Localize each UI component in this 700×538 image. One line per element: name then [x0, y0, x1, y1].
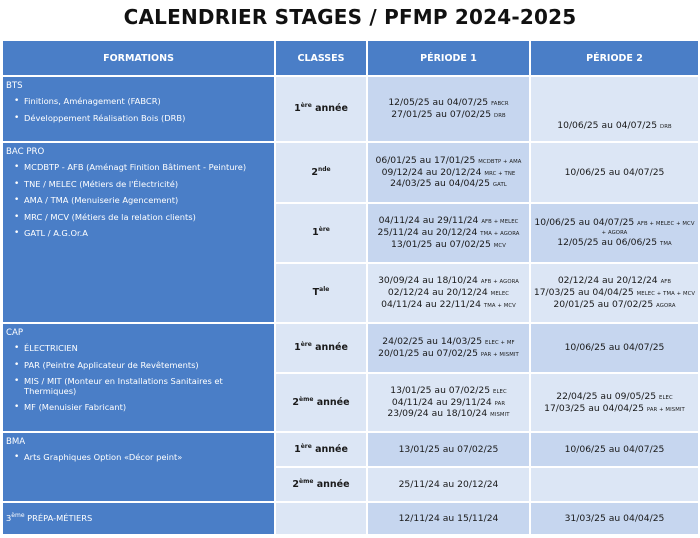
period-cell — [368, 503, 529, 534]
formation-item: • MRC / MCV (Métiers de la relation clients) — [14, 213, 274, 223]
period-dates: 02/12/24 au 20/12/24 — [387, 287, 488, 299]
period-tag: ELEC — [493, 388, 507, 395]
period-dates: 22/04/25 au 09/05/25 — [556, 390, 657, 402]
period-line — [399, 513, 499, 525]
period-dates: 23/09/24 au 18/10/24 — [387, 408, 488, 420]
period-tag: MISMIT — [490, 412, 510, 419]
period-tag: DRB — [494, 113, 506, 119]
header-periode-2: PÉRIODE 2 — [531, 41, 698, 75]
formation-group-cap — [3, 324, 274, 431]
period-tag: MCV — [493, 242, 506, 249]
group-name-bts: BTS — [6, 81, 23, 91]
period-cell — [531, 324, 698, 372]
period-dates: 04/11/24 au 29/11/24 — [391, 396, 492, 408]
period-dates: 04/11/24 au 22/11/24 — [381, 298, 481, 310]
period-tag: AFB + MELEC + MCV — [637, 220, 695, 227]
period-tag: MELEC + TMA + MCV — [636, 291, 696, 298]
period-line — [387, 408, 509, 420]
period-tag: ELEC — [659, 394, 673, 401]
period-cell — [368, 264, 529, 322]
formation-item: • MF (Menuisier Fabricant) — [14, 403, 274, 413]
class-prepa — [276, 503, 366, 534]
period-cell — [368, 374, 529, 431]
period-cell — [368, 324, 529, 372]
period-dates: 10/06/25 au 04/07/25 — [564, 443, 665, 455]
group-name-cap: CAP — [6, 328, 24, 338]
period-cell — [368, 77, 529, 141]
formation-item: • MCDBTP - AFB (Aménagt Finition Bâtiment - Peinture) — [14, 163, 274, 173]
period-line — [565, 167, 665, 179]
period-line — [557, 237, 671, 249]
period-dates: 24/02/25 au 14/03/25 — [382, 336, 483, 348]
period-line — [378, 348, 519, 360]
period-line — [558, 275, 671, 287]
period-dates: 30/09/24 au 18/10/24 — [378, 275, 478, 287]
class-cap-2: 2ème année — [276, 374, 366, 431]
group-name-bma: BMA — [6, 437, 26, 447]
period-line — [565, 513, 665, 525]
period-tag: ELEC + MF — [485, 340, 515, 347]
period-line — [390, 385, 507, 397]
period-dates: 27/01/25 au 07/02/25 — [391, 109, 492, 120]
group-name-bacpro: BAC PRO — [6, 147, 45, 157]
period-dates: 31/03/25 au 04/04/25 — [564, 512, 665, 524]
period-line — [388, 287, 509, 299]
period-line — [565, 342, 665, 354]
period-tag: AFB — [660, 279, 672, 286]
period-dates: 06/01/25 au 17/01/25 — [375, 154, 476, 166]
period-cell — [531, 468, 698, 501]
period-line — [382, 336, 514, 348]
class-bac-terminale: $T^{ale}$ — [276, 264, 366, 322]
period-dates: 04/11/24 au 29/11/24 — [378, 215, 479, 227]
period-cell — [368, 143, 529, 202]
page-title: CALENDRIER STAGES / PFMP 2024-2025 — [123, 5, 577, 29]
period-dates: 10/06/25 au 04/07/25 — [564, 166, 665, 178]
period-cell — [531, 204, 698, 262]
period-line — [534, 287, 695, 299]
formation-group-bts — [3, 77, 274, 141]
period-tag: PAR + MISMIT — [480, 352, 519, 358]
period-dates: 13/01/25 au 07/02/25 — [398, 443, 499, 455]
class-bts-1: 1ère année — [276, 77, 366, 141]
period-tag: PAR + MISMIT — [646, 406, 685, 413]
period-dates: 17/03/25 au 04/04/25 — [544, 402, 644, 414]
header-periode-1: PÉRIODE 1 — [368, 41, 529, 75]
period-tag: GATL — [492, 182, 507, 189]
formation-group-bacpro — [3, 143, 274, 322]
period-line — [379, 215, 519, 227]
period-dates: 12/05/25 au 04/07/25 — [388, 97, 489, 109]
prepa-sup: ème — [11, 512, 25, 519]
formation-item: • GATL / A.G.Or.A — [14, 229, 274, 239]
period-dates: 24/03/25 au 04/04/25 — [390, 178, 490, 190]
period-tag: FABCR — [491, 101, 509, 108]
period-tag: AFB + MELEC — [481, 219, 519, 226]
period-line — [544, 403, 685, 415]
period-line — [378, 227, 520, 239]
period-dates: 25/11/24 au 20/12/24 — [377, 227, 478, 239]
period-line — [390, 178, 507, 190]
formation-item: • AMA / TMA (Menuiserie Agencement) — [14, 196, 274, 206]
period-tag: TMA — [660, 241, 672, 248]
period-line — [382, 167, 516, 179]
period-tag: AFB + AGORA — [480, 279, 519, 286]
period-line — [557, 120, 671, 132]
period-cell — [531, 503, 698, 534]
period-line — [391, 239, 506, 251]
period-line — [391, 109, 505, 121]
class-bac-1ere: 1ère — [276, 204, 366, 262]
period-cell — [531, 374, 698, 431]
period-cell — [368, 468, 529, 501]
period-dates: 12/11/24 au 15/11/24 — [398, 512, 499, 524]
period-tag: TMA + MCV — [483, 302, 516, 309]
period-line — [553, 299, 675, 311]
period-tag: MRC + TNE — [484, 170, 516, 177]
formation-group-bma — [3, 433, 274, 501]
period-dates: 10/06/25 au 04/07/25 — [564, 342, 665, 354]
period-dates: 20/01/25 au 07/02/25 — [378, 348, 478, 359]
period-line — [376, 155, 522, 167]
period-tag: MELEC — [490, 291, 510, 298]
period-tag: AGORA — [656, 302, 676, 309]
period-dates: 17/03/25 au 04/04/25 — [533, 287, 634, 299]
period-dates: 20/01/25 au 07/02/25 — [553, 298, 654, 310]
period-dates: 09/12/24 au 20/12/24 — [381, 166, 482, 178]
period-tag: DRB — [660, 124, 672, 131]
class-bma-1: 1ère année — [276, 433, 366, 466]
period-tag: PAR — [494, 400, 506, 407]
class-bma-2: 2ème année — [276, 468, 366, 501]
period-dates: 10/06/25 au 04/07/25 — [557, 120, 658, 132]
period-cell — [531, 77, 698, 141]
formation-item: • MIS / MIT (Monteur en Installations Sanitaires et Thermiques) — [14, 377, 274, 396]
period-line — [378, 275, 519, 287]
formation-item: • TNE / MELEC (Métiers de l'Électricité) — [14, 180, 274, 190]
formation-item: • Développement Réalisation Bois (DRB) — [14, 114, 274, 124]
period-tag: TMA + AGORA — [480, 231, 520, 238]
period-cell — [531, 143, 698, 202]
period-line — [399, 444, 499, 456]
formation-item: • Finitions, Aménagement (FABCR) — [14, 97, 274, 107]
period-line — [556, 391, 673, 403]
period-tag: + AGORA — [601, 229, 628, 236]
period-line — [602, 226, 628, 238]
header-formations: FORMATIONS — [3, 41, 274, 75]
period-line — [399, 479, 499, 491]
formation-group-prepa — [3, 503, 274, 534]
calendar-table — [3, 41, 698, 534]
period-line — [388, 97, 508, 109]
period-cell — [368, 433, 529, 466]
formation-item: • ÉLECTRICIEN — [14, 344, 274, 354]
class-bac-2nde: 2nde — [276, 143, 366, 202]
period-line — [565, 444, 665, 456]
period-cell — [531, 264, 698, 322]
period-cell — [368, 204, 529, 262]
period-tag: MCDBTP + AMA — [478, 158, 522, 165]
period-line — [392, 397, 505, 409]
period-dates: 10/06/25 au 04/07/25 — [534, 216, 635, 228]
prepa-label: PRÉPA-MÉTIERS — [24, 513, 93, 523]
formation-item: • PAR (Peintre Applicateur de Revêtements) — [14, 361, 274, 371]
period-dates: 25/11/24 au 20/12/24 — [398, 478, 499, 490]
formation-item: • Arts Graphiques Option «Décor peint» — [14, 453, 274, 463]
header-classes: CLASSES — [276, 41, 366, 75]
prepa-number: 3 — [6, 513, 12, 523]
period-dates: 13/01/25 au 07/02/25 — [390, 384, 491, 396]
period-cell — [531, 433, 698, 466]
class-cap-1: 1ère année — [276, 324, 366, 372]
period-line — [381, 299, 516, 311]
period-dates: 13/01/25 au 07/02/25 — [391, 238, 491, 250]
period-dates: 02/12/24 au 20/12/24 — [557, 275, 658, 287]
period-dates: 12/05/25 au 06/06/25 — [557, 237, 658, 249]
